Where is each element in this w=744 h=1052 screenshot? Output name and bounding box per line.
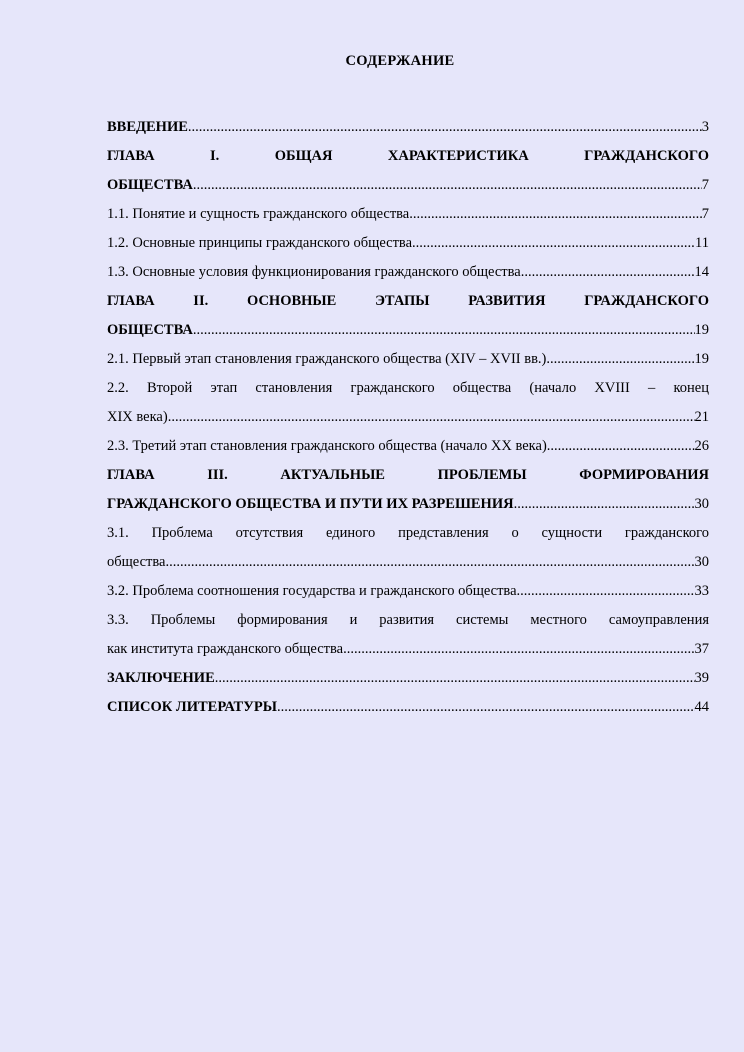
toc-entry-2-2: [107, 403, 709, 432]
toc-entry-text: СПИСОК ЛИТЕРАТУРЫ: [107, 699, 277, 715]
toc-entry-chapter-1: [107, 171, 709, 200]
toc-entry-2-1: [107, 345, 709, 374]
toc-leader-dots: [165, 548, 694, 577]
toc-leader-dots: [521, 258, 695, 287]
toc-entry-text: 1.2. Основные принципы гражданского общества: [107, 235, 413, 251]
toc-leader-dots: [547, 432, 695, 461]
toc-leader-dots: [546, 345, 694, 374]
toc-entry-2-2-first-line: 2.2. Второй этап становления гражданского общества (начало XVIII – конец: [107, 380, 709, 396]
toc-entry-text: ЗАКЛЮЧЕНИЕ: [107, 670, 215, 686]
toc-page-number: 30: [694, 496, 709, 512]
toc-entry-text: ОБЩЕСТВА: [107, 177, 193, 193]
toc-leader-dots: [514, 490, 695, 519]
toc-leader-dots: [188, 113, 702, 142]
toc-entry-text: 1.3. Основные условия функционирования гражданского общества: [107, 264, 521, 280]
toc-page-number: 7: [701, 177, 709, 193]
toc-chapter-3-heading: ГЛАВА III. АКТУАЛЬНЫЕ ПРОБЛЕМЫ ФОРМИРОВАНИЯ: [107, 467, 709, 483]
toc-entry-1-3: [107, 258, 709, 287]
toc-page-number: 19: [694, 322, 709, 338]
toc-page-number: 33: [694, 583, 709, 599]
toc-leader-dots: [343, 635, 694, 664]
toc-leader-dots: [193, 171, 702, 200]
toc-entry-3-3: [107, 635, 709, 664]
toc-entry-text: 1.1. Понятие и сущность гражданского общества: [107, 206, 410, 222]
toc-entry-text: ОБЩЕСТВА: [107, 322, 193, 338]
toc-entry-2-3: [107, 432, 709, 461]
toc-leader-dots: [409, 200, 702, 229]
toc-entry-1-1: [107, 200, 709, 229]
toc-entry-text: XIX века): [107, 409, 168, 425]
toc-entry-text: 3.2. Проблема соотношения государства и гражданского общества: [107, 583, 517, 599]
toc-page-number: 21: [694, 409, 709, 425]
toc-entry-1-2: [107, 229, 709, 258]
toc-page-number: 26: [694, 438, 709, 454]
toc-leader-dots: [168, 403, 695, 432]
toc-page-number: 7: [701, 206, 709, 222]
toc-entry-3-1: [107, 548, 709, 577]
toc-leader-dots: [215, 664, 695, 693]
toc-chapter-1-heading: ГЛАВА I. ОБЩАЯ ХАРАКТЕРИСТИКА ГРАЖДАНСКОГО: [107, 148, 709, 164]
toc-entry-text: ГРАЖДАНСКОГО ОБЩЕСТВА И ПУТИ ИХ РАЗРЕШЕНИЯ: [107, 496, 514, 512]
toc-entry-3-3-first-line: 3.3. Проблемы формирования и развития системы местного самоуправления: [107, 612, 709, 628]
toc-chapter-2-heading: ГЛАВА II. ОСНОВНЫЕ ЭТАПЫ РАЗВИТИЯ ГРАЖДАНСКОГО: [107, 293, 709, 309]
toc-entry-conclusion: [107, 664, 709, 693]
toc-leader-dots: [412, 229, 695, 258]
contents-title: СОДЕРЖАНИЕ: [345, 53, 455, 69]
toc-leader-dots: [277, 693, 695, 722]
toc-entry-text: 2.1. Первый этап становления гражданского общества (XIV – XVII вв.): [107, 351, 547, 367]
toc-page-number: 11: [695, 235, 709, 251]
toc-page-number: 39: [694, 670, 709, 686]
toc-entry-references: [107, 693, 709, 722]
toc-leader-dots: [517, 577, 695, 606]
toc-leader-dots: [193, 316, 695, 345]
toc-page-number: 37: [694, 641, 709, 657]
toc-entry-3-1-first-line: 3.1. Проблема отсутствия единого представления о сущности гражданского: [107, 525, 709, 541]
toc-entry-text: ВВЕДЕНИЕ: [107, 119, 188, 135]
toc-entry-chapter-3: [107, 490, 709, 519]
toc-entry-text: 2.3. Третий этап становления гражданского общества (начало XX века): [107, 438, 547, 454]
toc-page-number: 3: [701, 119, 709, 135]
toc-entry-3-2: [107, 577, 709, 606]
toc-entry-text: как института гражданского общества: [107, 641, 344, 657]
toc-page-number: 44: [694, 699, 709, 715]
toc-entry-chapter-2: [107, 316, 709, 345]
toc-page-number: 19: [694, 351, 709, 367]
toc-entry-introduction: [107, 113, 709, 142]
table-of-contents: [107, 113, 709, 722]
toc-page-number: 14: [694, 264, 709, 280]
toc-entry-text: общества: [107, 554, 166, 570]
toc-page-number: 30: [694, 554, 709, 570]
